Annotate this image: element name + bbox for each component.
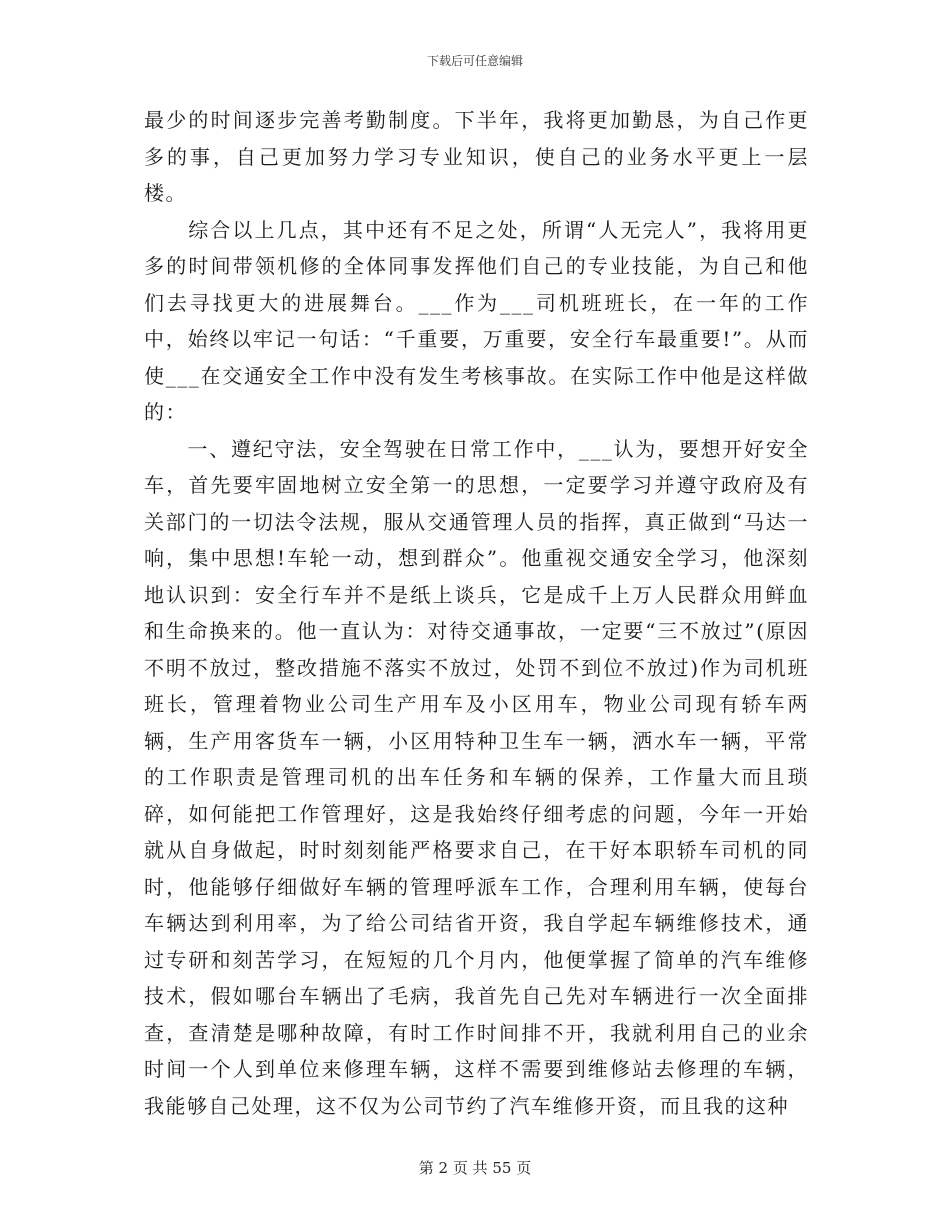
paragraph-2: 综合以上几点，其中还有不足之处，所谓“人无完人”，我将用更多的时间带领机修的全体同事发挥他们自己的专业技能，为自己和他们去寻找更大的进展舞台。___作为___司机班班长，在一年的工作中，始终以牢记一句话：“千重要，万重要，安全行车最重要!”。从而使___在交通安全工作中没有发生考核事故。在实际工作中他是这样做的：: [144, 217, 809, 424]
paragraph-1: 最少的时间逐步完善考勤制度。下半年，我将更加勤恳，为自己作更多的事，自己更加努力学习专业知识，使自己的业务水平更上一层楼。: [144, 108, 809, 205]
document-body: [144, 102, 809, 1124]
page-number-footer: 第 2 页 共 55 页: [418, 1159, 532, 1177]
page-header: 下载后可任意编辑: [426, 54, 523, 68]
paragraph-3: 一、遵纪守法，安全驾驶在日常工作中，___认为，要想开好安全车，首先要牢固地树立安全第一的思想，一定要学习并遵守政府及有关部门的一切法令法规，服从交通管理人员的指挥，真正做到“马达一响，集中思想!车轮一动，想到群众”。他重视交通安全学习，他深刻地认识到：安全行车并不是纸上谈兵，它是成千上万人民群众用鲜血和生命换来的。他一直认为：对待交通事故，一定要“三不放过”(原因不明不放过，整改措施不落实不放过，处罚不到位不放过)作为司机班班长，管理着物业公司生产用车及小区用车，物业公司现有轿车两辆，生产用客货车一辆，小区用特种卫生车一辆，洒水车一辆，平常的工作职责是管理司机的出车任务和车辆的保养，工作量大而且琐碎，如何能把工作管理好，这是我始终仔细考虑的问题，今年一开始就从自身做起，时时刻刻能严格要求自己，在干好本职轿车司机的同时，他能够仔细做好车辆的管理呼派车工作，合理利用车辆，使每台车辆达到利用率，为了给公司结省开资，我自学起车辆维修技术，通过专研和刻苦学习，在短短的几个月内，他便掌握了简单的汽车维修技术，假如哪台车辆出了毛病，我首先自己先对车辆进行一次全面排查，查清楚是哪种故障，有时工作时间排不开，我就利用自己的业余时间一个人到单位来修理车辆，这样不需要到维修站去修理的车辆，我能够自己处理，这不仅为公司节约了汽车维修开资，而且我的这种: [144, 436, 809, 1118]
